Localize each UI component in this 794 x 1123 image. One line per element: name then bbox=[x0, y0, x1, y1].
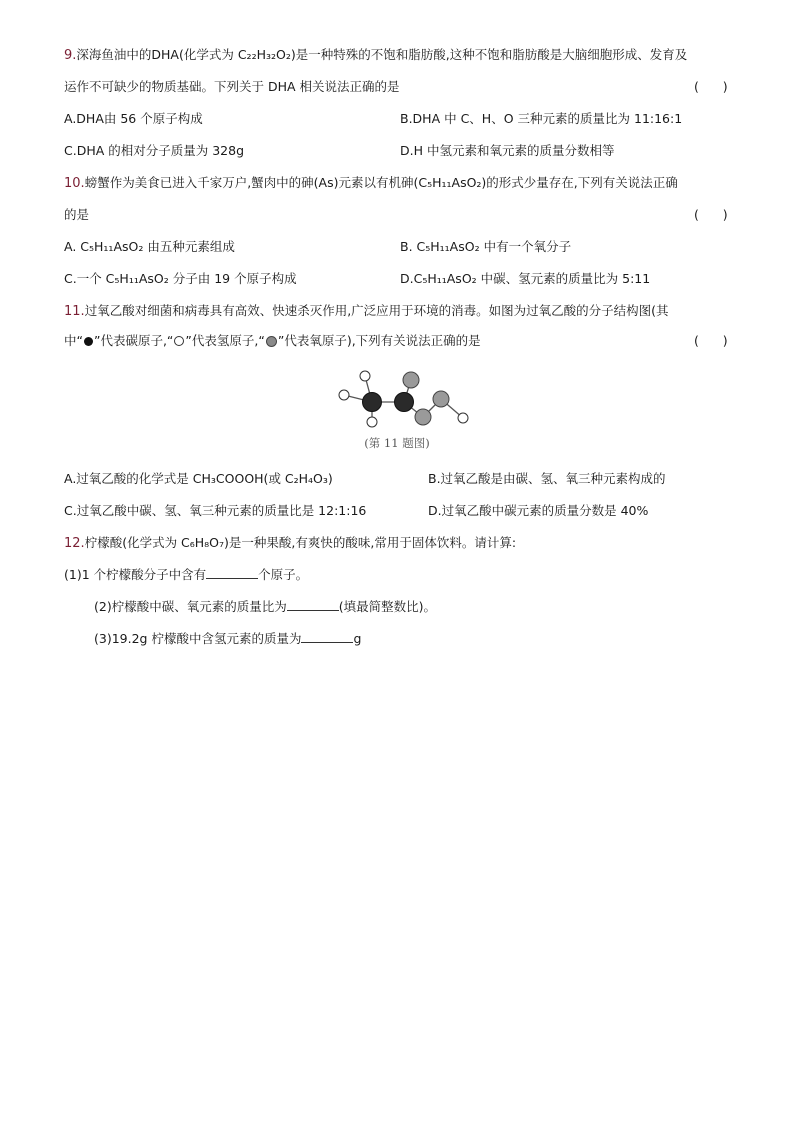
q10-stem-text1: 螃蟹作为美食已进入千家万户,蟹肉中的砷(As)元素以有机砷(C₅H₁₁AsO₂)的形式少量存在,下列有关说法正确 bbox=[84, 175, 678, 190]
q12-sub3-text-a: (3)19.2g 柠檬酸中含氢元素的质量为 bbox=[94, 631, 302, 646]
q11-stem-line2 bbox=[64, 333, 481, 349]
carbon-atom bbox=[395, 393, 414, 412]
q12-sub2-text-a: (2)柠檬酸中碳、氧元素的质量比为 bbox=[94, 599, 287, 614]
oxygen-atom bbox=[433, 391, 449, 407]
q11-stem-text2a: 中“ bbox=[64, 333, 83, 348]
q10-stem-line2: 的是 bbox=[64, 207, 90, 222]
q9-number: 9. bbox=[64, 48, 77, 63]
q10-answer-paren[interactable]: ( ) bbox=[694, 207, 728, 222]
oxygen-atom-legend-icon bbox=[266, 336, 277, 347]
q11-stem-text1: 过氧乙酸对细菌和病毒具有高效、快速杀灭作用,广泛应用于环境的消毒。如图为过氧乙酸的分子结构图(其 bbox=[84, 303, 669, 318]
q11-stem-text2c: ”代表氢原子,“ bbox=[185, 333, 265, 348]
q12-sub3-text-b: g bbox=[353, 631, 362, 646]
q9-stem-text1: 深海鱼油中的DHA(化学式为 C₂₂H₃₂O₂)是一种特殊的不饱和脂肪酸,这种不饱和脂肪酸是大脑细胞形成、发育及 bbox=[76, 47, 688, 62]
q12-stem-text: 柠檬酸(化学式为 C₆H₈O₇)是一种果酸,有爽快的酸味,常用于固体饮料。请计算: bbox=[84, 535, 517, 550]
q9-stem-line1 bbox=[64, 47, 687, 64]
q12-sub1-answer-blank[interactable] bbox=[206, 567, 258, 579]
q12-sub1-text-a: (1)1 个柠檬酸分子中含有 bbox=[64, 567, 207, 582]
q9-option-d[interactable]: D.H 中氢元素和氧元素的质量分数相等 bbox=[400, 143, 615, 158]
q11-stem-line1 bbox=[64, 303, 669, 320]
q12-sub1-text-b: 个原子。 bbox=[258, 567, 309, 582]
q12-sub1 bbox=[64, 567, 308, 583]
hydrogen-atom bbox=[367, 417, 377, 427]
q12-sub3-answer-blank[interactable] bbox=[301, 631, 353, 643]
peracetic-acid-molecule-diagram bbox=[330, 366, 480, 430]
q10-option-d[interactable]: D.C₅H₁₁AsO₂ 中碳、氢元素的质量比为 5:11 bbox=[400, 271, 651, 286]
q12-stem bbox=[64, 535, 516, 552]
q12-sub2-answer-blank[interactable] bbox=[287, 599, 339, 611]
q12-sub2 bbox=[94, 599, 436, 615]
q11-option-c[interactable]: C.过氧乙酸中碳、氢、氧三种元素的质量比是 12:1:16 bbox=[64, 503, 367, 518]
q9-option-a[interactable]: A.DHA由 56 个原子构成 bbox=[64, 111, 203, 126]
q11-option-d[interactable]: D.过氧乙酸中碳元素的质量分数是 40% bbox=[428, 503, 649, 518]
q10-option-a[interactable]: A. C₅H₁₁AsO₂ 由五种元素组成 bbox=[64, 239, 235, 254]
hydrogen-atom bbox=[458, 413, 468, 423]
hydrogen-atom bbox=[339, 390, 349, 400]
q11-option-b[interactable]: B.过氧乙酸是由碳、氢、氧三种元素构成的 bbox=[428, 471, 666, 486]
oxygen-atom bbox=[415, 409, 431, 425]
hydrogen-atom-legend-icon bbox=[174, 336, 184, 346]
oxygen-atom bbox=[403, 372, 419, 388]
q9-stem-line2: 运作不可缺少的物质基础。下列关于 DHA 相关说法正确的是 bbox=[64, 79, 400, 94]
q11-number: 11. bbox=[64, 304, 85, 319]
hydrogen-atom bbox=[360, 371, 370, 381]
figure-caption: (第 11 题图) bbox=[364, 436, 430, 450]
q9-option-c[interactable]: C.DHA 的相对分子质量为 328g bbox=[64, 143, 245, 158]
q12-sub2-text-b: (填最简整数比)。 bbox=[338, 599, 436, 614]
q10-option-b[interactable]: B. C₅H₁₁AsO₂ 中有一个氧分子 bbox=[400, 239, 572, 254]
carbon-atom bbox=[363, 393, 382, 412]
q10-number: 10. bbox=[64, 176, 85, 191]
q12-sub3 bbox=[94, 631, 361, 647]
q9-answer-paren[interactable]: ( ) bbox=[694, 79, 728, 94]
q11-answer-paren[interactable]: ( ) bbox=[694, 333, 728, 348]
q12-number: 12. bbox=[64, 536, 85, 551]
q11-stem-text2b: ”代表碳原子,“ bbox=[93, 333, 174, 348]
carbon-atom-legend-icon bbox=[84, 337, 93, 346]
q10-stem-line1 bbox=[64, 175, 678, 192]
q11-option-a[interactable]: A.过氧乙酸的化学式是 CH₃COOOH(或 C₂H₄O₃) bbox=[64, 471, 333, 486]
q10-option-c[interactable]: C.一个 C₅H₁₁AsO₂ 分子由 19 个原子构成 bbox=[64, 271, 297, 286]
q11-stem-text2d: ”代表氧原子),下列有关说法正确的是 bbox=[277, 333, 481, 348]
q9-option-b[interactable]: B.DHA 中 C、H、O 三种元素的质量比为 11:16:1 bbox=[400, 111, 683, 126]
